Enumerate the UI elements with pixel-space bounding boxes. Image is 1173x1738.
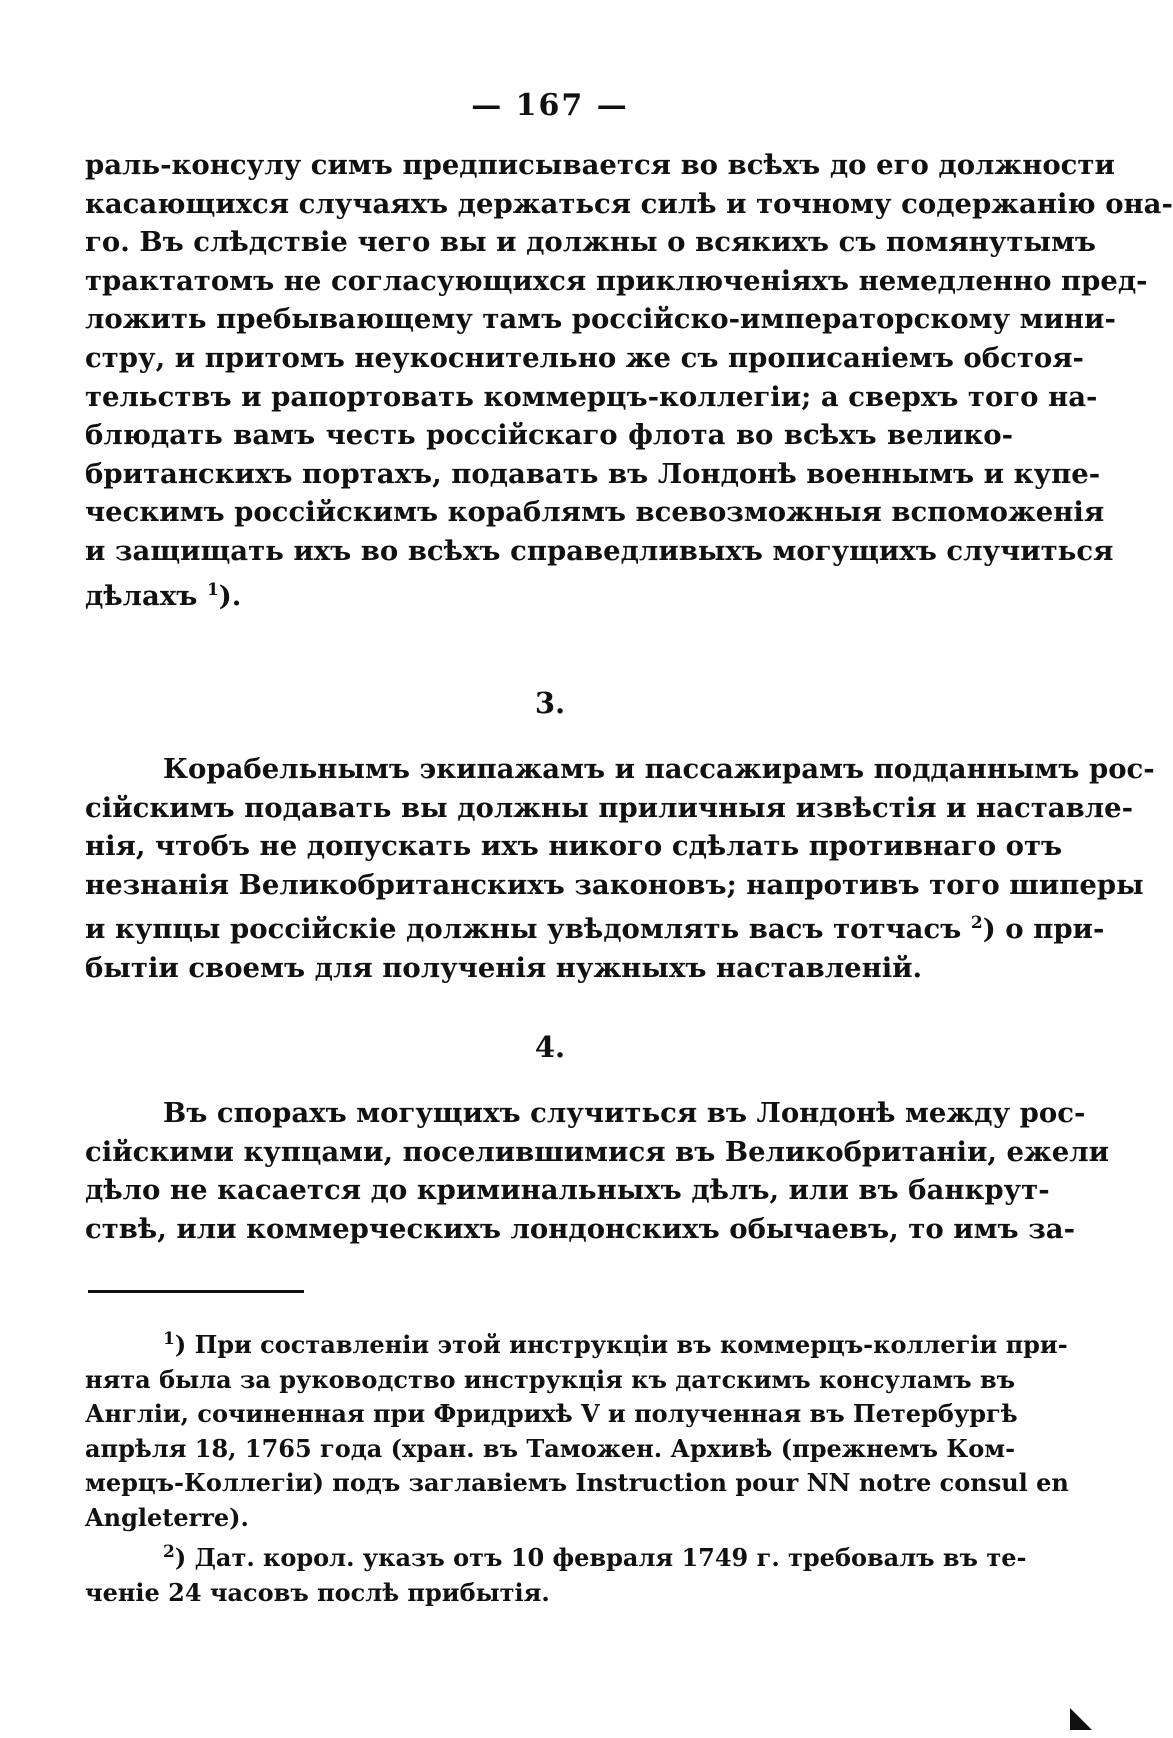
text-line: сійскимъ подавать вы должны приличныя извѣстія и наставле-: [85, 791, 1134, 824]
text-line: нія, чтобъ не допускать ихъ никого сдѣлать противнаго отъ: [85, 830, 1063, 863]
text-line: [85, 904, 1105, 949]
text-line: тельствъ и рапортовать коммерцъ-коллегіи; а сверхъ того на-: [85, 380, 1098, 413]
text-line: раль-консулу симъ предписывается во всѣхъ до его должности: [85, 149, 1115, 181]
footnote-ref-2: 2: [970, 913, 983, 934]
text-segment: Дат. корол. указъ отъ 10 февраля 1749 г. требовалъ въ те-: [194, 1543, 1027, 1572]
footnote-marker-2: 2: [163, 1542, 175, 1562]
text-line: Корабельнымъ экипажамъ и пассажирамъ подданнымъ рос-: [163, 753, 1155, 785]
text-line: блюдать вамъ честь россійскаго флота во всѣхъ велико-: [85, 419, 1013, 452]
footnote-2-line: ченіе 24 часовъ послѣ прибытія.: [85, 1577, 550, 1607]
text-segment: дѣлахъ: [85, 579, 198, 612]
footnote-1-line: апрѣля 18, 1765 года (хран. въ Таможен. Архивѣ (прежнемъ Ком-: [85, 1433, 1016, 1463]
text-line: ложить пребывающему тамъ россійско-императорскому мини-: [85, 303, 1116, 336]
footnote-1-line: $^1$) При составленіи этой инструкціи въ коммерцъ-коллегіи при-: [163, 1329, 1068, 1359]
text-segment: и купцы россійскіе должны увѣдомлять васъ тотчасъ: [85, 913, 962, 946]
text-line: [85, 571, 1013, 616]
footnote-1-line: нята была за руководство инструкція къ датскимъ консуламъ въ: [85, 1364, 1016, 1394]
text-line: Въ спорахъ могущихъ случиться въ Лондонѣ между рос-: [163, 1097, 1086, 1129]
text-line: незнанія Великобританскихъ законовъ; напротивъ того шиперы: [85, 868, 1144, 901]
footnote-2-line: $^2$) Дат. корол. указъ отъ 10 февраля 1749 г. требовалъ въ те-: [163, 1542, 1027, 1572]
text-line: бытіи своемъ для полученія нужныхъ наставленій.: [85, 952, 923, 985]
corner-arrow-icon: [1070, 1708, 1092, 1730]
text-line: британскихъ портахъ, подавать въ Лондонѣ военнымъ и купе-: [85, 457, 1101, 490]
footnote-separator: [88, 1290, 304, 1293]
section-number-4: 4.: [534, 1030, 566, 1064]
text-segment: ).: [218, 579, 242, 612]
footnote-1-line: Angleterre).: [85, 1502, 249, 1532]
text-line: стру, и притомъ неукоснительно же съ прописаніемъ обстоя-: [85, 341, 1084, 374]
text-line: ствѣ, или коммерческихъ лондонскихъ обычаевъ, то имъ за-: [85, 1212, 1075, 1245]
section-3-body: [85, 750, 1155, 988]
footnote-1-line: мерцъ-Коллегіи) подъ заглавіемъ Instruction pour NN notre consul en: [85, 1468, 1069, 1497]
text-line: касающихся случаяхъ держаться силѣ и точному содержанію она-: [85, 187, 1173, 220]
text-segment: При составленіи этой инструкціи въ коммерцъ-коллегіи при-: [194, 1330, 1068, 1359]
footnote-ref-1: 1: [206, 579, 219, 600]
footnotes: [85, 1322, 1069, 1610]
text-line: трактатомъ не согласующихся приключеніяхъ немедленно пред-: [85, 264, 1148, 297]
text-line: го. Въ слѣдствіе чего вы и должны о всякихъ съ помянутымъ: [85, 226, 1096, 259]
text-line: сійскими купцами, поселившимися въ Великобританіи, ежели: [85, 1135, 1110, 1168]
footnote-marker-1: 1: [163, 1329, 175, 1349]
footnote-1-line: Англіи, сочиненная при Фридрихѣ V и полученная въ Петербургѣ: [85, 1399, 1018, 1428]
section-number-3: 3.: [534, 686, 566, 720]
section-2-continuation: [85, 146, 1173, 615]
section-4-body: [85, 1094, 1110, 1248]
text-line: и защищать ихъ во всѣхъ справедливыхъ могущихъ случиться: [85, 534, 1114, 567]
text-line: ческимъ россійскимъ кораблямъ всевозможныя вспоможенія: [85, 496, 1105, 529]
text-line: дѣло не касается до криминальныхъ дѣлъ, или въ банкрут-: [85, 1174, 1050, 1207]
page-number: — 167 —: [471, 88, 629, 123]
text-segment: ) о при-: [982, 913, 1105, 946]
